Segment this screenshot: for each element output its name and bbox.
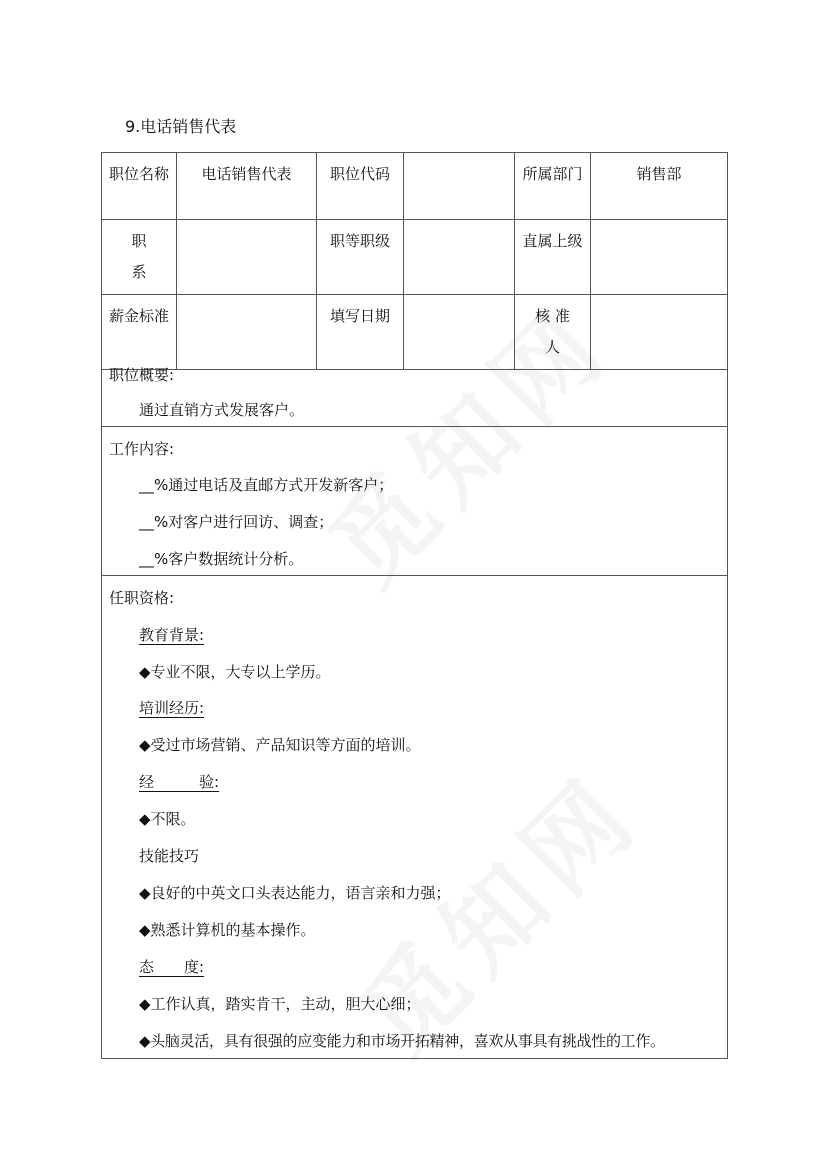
section-heading: 职位概要: <box>109 366 175 384</box>
education-text: ◆专业不限，大专以上学历。 <box>139 663 331 681</box>
experience-text: ◆不限。 <box>139 810 196 828</box>
qualification-section <box>101 576 728 1059</box>
work-section <box>101 427 728 576</box>
table-cell <box>404 220 515 295</box>
work-item: __%通过电话及直邮方式开发新客户； <box>139 476 394 494</box>
table-cell: 职 系 <box>102 220 177 295</box>
table-cell <box>177 220 317 295</box>
skills-label: 技能技巧 <box>139 847 200 865</box>
table-cell: 薪金标准 <box>102 295 177 370</box>
job-info-table <box>101 152 728 370</box>
table-cell: 电话销售代表 <box>177 153 317 220</box>
work-item: __%客户数据统计分析。 <box>139 550 304 568</box>
table-row <box>102 153 728 220</box>
table-cell: 销售部 <box>591 153 728 220</box>
summary-text: 通过直销方式发展客户。 <box>139 401 305 419</box>
section-heading: 工作内容: <box>109 440 175 458</box>
table-cell: 核 准人 <box>515 295 591 370</box>
education-label: 教育背景: <box>139 626 205 644</box>
section-heading: 任职资格: <box>109 589 175 607</box>
page-title: 9.电话销售代表 <box>125 117 237 136</box>
experience-label: 经 验: <box>139 773 220 791</box>
table-cell: 职位名称 <box>102 153 177 220</box>
table-cell <box>591 220 728 295</box>
skill-item: ◆良好的中英文口头表达能力，语言亲和力强； <box>139 884 451 902</box>
skill-item: ◆熟悉计算机的基本操作。 <box>139 921 316 939</box>
work-item: __%对客户进行回访、调查； <box>139 513 334 531</box>
table-cell: 职等职级 <box>317 220 404 295</box>
attitude-label: 态 度: <box>139 958 205 976</box>
table-cell: 所属部门 <box>515 153 591 220</box>
table-cell: 填写日期 <box>317 295 404 370</box>
summary-section <box>101 352 728 427</box>
table-cell <box>404 153 515 220</box>
attitude-item: ◆头脑灵活，具有很强的应变能力和市场开拓精神，喜欢从事具有挑战性的工作。 <box>139 1032 665 1050</box>
training-label: 培训经历: <box>139 699 205 717</box>
table-row <box>102 220 728 295</box>
training-text: ◆受过市场营销、产品知识等方面的培训。 <box>139 736 421 754</box>
attitude-item: ◆工作认真，踏实肯干，主动，胆大心细； <box>139 995 421 1013</box>
table-cell: 直属上级 <box>515 220 591 295</box>
table-cell: 职位代码 <box>317 153 404 220</box>
